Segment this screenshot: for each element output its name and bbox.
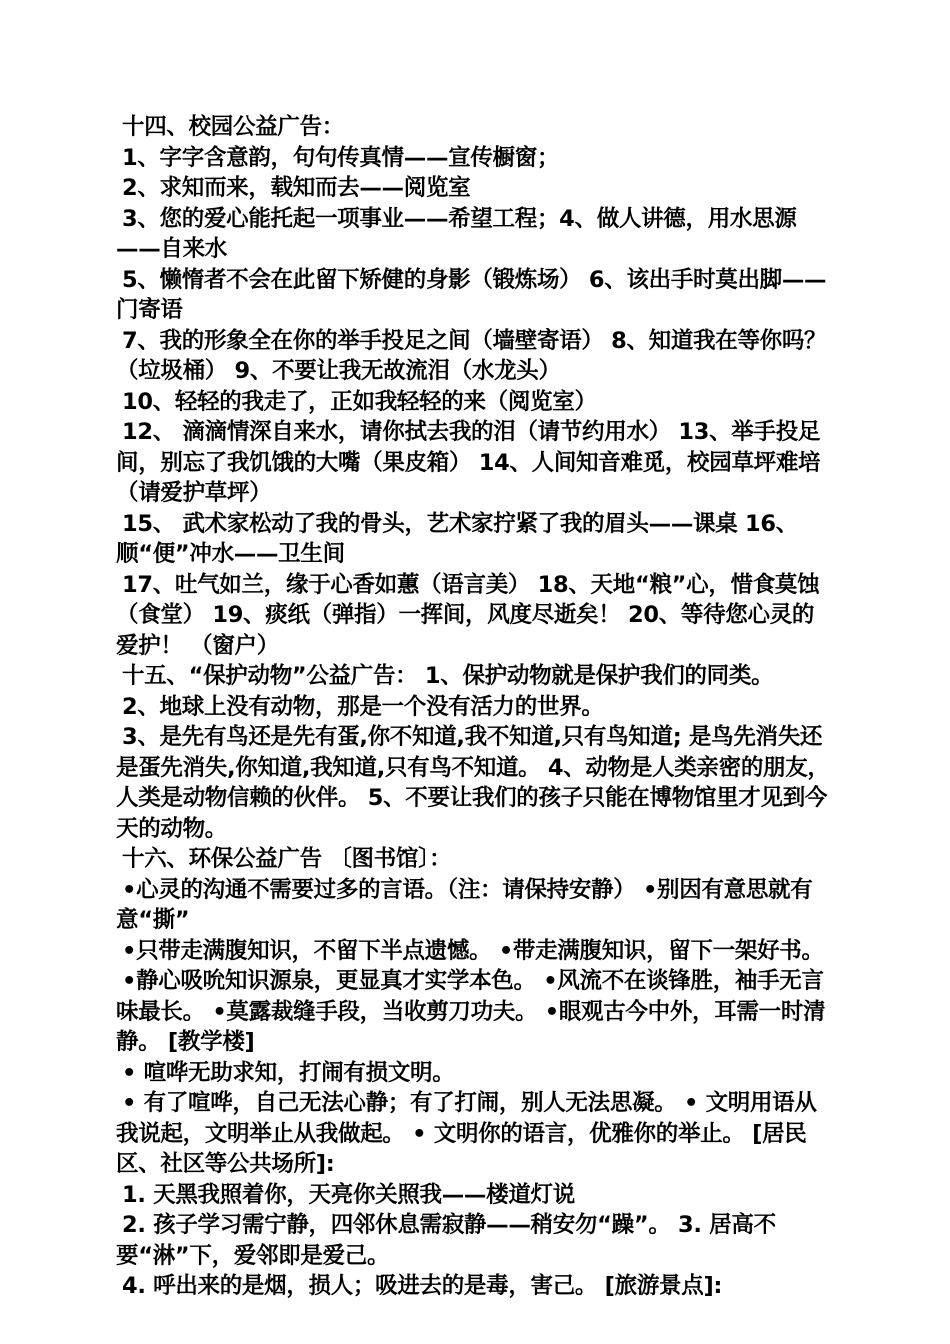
text-line: 2、求知而来，载知而去——阅览室	[122, 175, 471, 201]
text-paragraph: 3、您的爱心能托起一项事业——希望工程；4、做人讲德，用水思源——自来水	[116, 205, 797, 262]
text-line: 2、地球上没有动物，那是一个没有活力的世界。	[122, 693, 604, 720]
text-paragraph: 5、懒惰者不会在此留下矫健的身影（锻炼场） 6、该出手时莫出脚——门寄语	[116, 266, 827, 323]
text-paragraph: 17、吐气如兰，缘于心香如蕙（语言美） 18、天地“粮”心，惜食莫蚀（食堂） 19、痰纸（弹指）一挥间，风度尽逝矣！ 20、等待您心灵的爱护！ （窗户）	[116, 571, 820, 659]
bullet-paragraph: •只带走满腹知识，不留下半点遗憾。 •带走满腹知识，留下一架好书。	[122, 937, 824, 964]
section-heading-16: 十六、环保公益广告 〔图书馆〕：	[122, 846, 452, 872]
bullet-line: • 喧哗无助求知，打闹有损文明。	[122, 1059, 455, 1086]
section-heading-14: 十四、校园公益广告：	[122, 114, 345, 140]
section-heading-15: 十五、“保护动物”公益广告： 1、保护动物就是保护我们的同类。	[122, 663, 774, 689]
bullet-paragraph: •静心吸吮知识源泉，更显真才实学本色。 •风流不在谈锋胜，袖手无言味最长。 •莫露裁缝手段，当收剪刀功夫。 •眼观古今中外，耳需一时清静。 [教学楼]	[116, 968, 826, 1055]
text-paragraph: 7、我的形象全在你的举手投足之间（墙壁寄语） 8、知道我在等你吗？ （垃圾桶） 9、不要让我无故流泪（水龙头）	[116, 327, 827, 384]
document-page	[116, 112, 832, 1302]
text-line: 10、轻轻的我走了，正如我轻轻的来（阅览室）	[122, 388, 597, 415]
bullet-paragraph: •心灵的沟通不需要过多的言语。（注：请保持安静） •别因有意思就有意“撕”	[116, 876, 813, 933]
text-paragraph: 15、 武术家松动了我的骨头，艺术家拧紧了我的眉头——课桌 16、顺“便”冲水——卫生间	[116, 510, 798, 567]
text-line: 1、字字含意韵，句句传真情——宣传橱窗；	[122, 144, 560, 171]
text-paragraph: 12、 滴滴情深自来水，请你拭去我的泪（请节约用水） 13、举手投足间，别忘了我饥饿的大嘴（果皮箱） 14、人间知音难觅，校园草坪难培（请爱护草坪）	[116, 419, 821, 506]
text-line: 4. 呼出来的是烟，损人；吸进去的是毒，害己。 [旅游景点]:	[122, 1273, 723, 1299]
bullet-paragraph: • 有了喧哗，自己无法心静；有了打闹，别人无法思凝。 • 文明用语从我说起，文明举止从我做起。 • 文明你的语言，优雅你的举止。 [居民区、社区等公共场所]:	[116, 1090, 817, 1177]
text-paragraph: 3、是先有鸟还是先有蛋,你不知道,我不知道,只有鸟知道; 是鸟先消失还是蛋先消失,你知道,我知道,只有鸟不知道。 4、动物是人类亲密的朋友，人类是动物信赖的伙伴。 5、不要让我们的孩子只能在博物馆里才见到今天的动物。	[116, 724, 830, 842]
text-line: 1. 天黑我照着你，天亮你关照我——楼道灯说	[122, 1181, 575, 1208]
text-paragraph: 2. 孩子学习需宁静，四邻休息需寂静——稍安勿“躁”。 3. 居高不要“淋”下，爱邻即是爱己。	[116, 1212, 776, 1269]
